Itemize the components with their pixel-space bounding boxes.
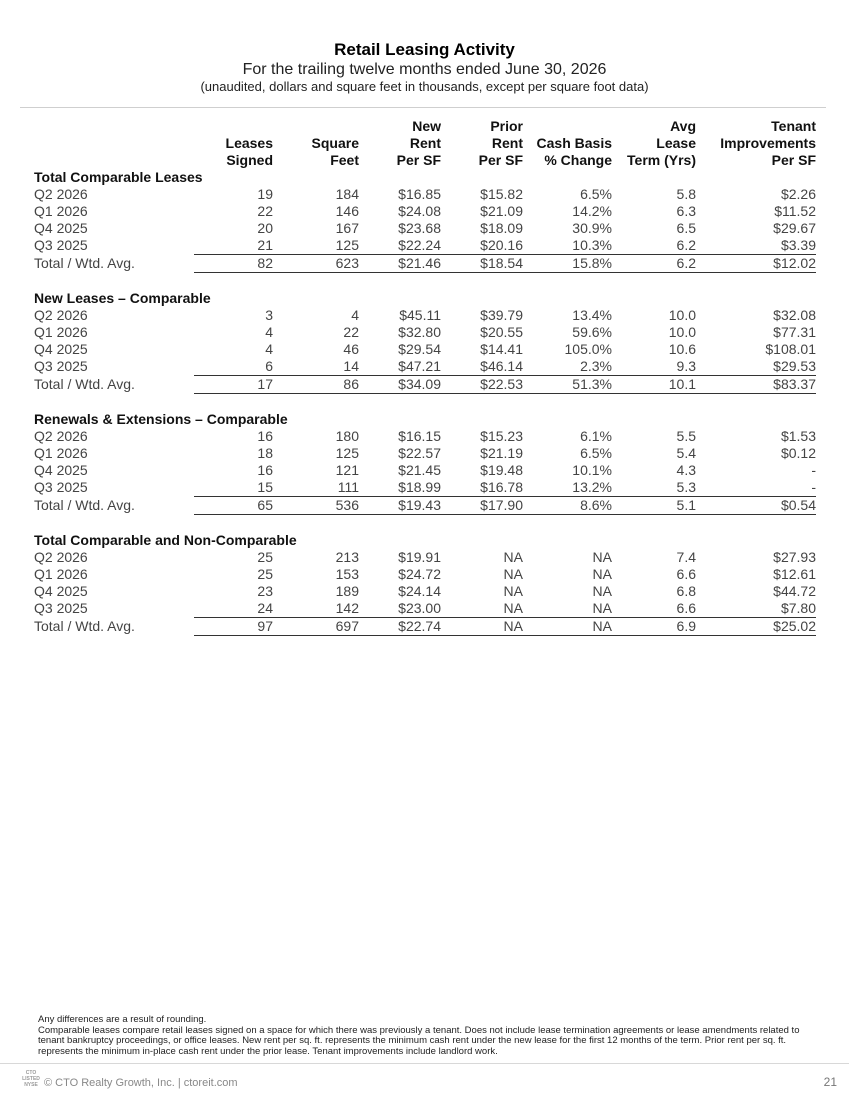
- table-cell: 86: [273, 376, 359, 394]
- table-cell: NA: [503, 549, 523, 565]
- table-cell: 142: [335, 600, 359, 616]
- table-cell: 697: [273, 618, 359, 636]
- column-header: Square Feet: [311, 135, 359, 168]
- table-cell: $22.74: [359, 618, 441, 636]
- cto-logo: CTO LISTED NYSE: [22, 1070, 40, 1088]
- table-row: [34, 445, 816, 462]
- table-cell: $19.43: [359, 497, 441, 515]
- table-cell: $3.39: [780, 237, 816, 253]
- table-row: [34, 237, 816, 255]
- table-cell: 213: [335, 549, 359, 565]
- total-row: [34, 497, 816, 515]
- table-row: [34, 186, 816, 203]
- table-cell: 189: [335, 583, 359, 599]
- table-cell: $77.31: [773, 324, 816, 340]
- table-cell: $27.93: [773, 549, 816, 565]
- table-cell: $7.80: [780, 600, 816, 616]
- table-cell: 6.6: [676, 566, 696, 582]
- copyright-text: © CTO Realty Growth, Inc. | ctoreit.com: [44, 1077, 238, 1089]
- table-cell: 2.3%: [580, 358, 612, 374]
- table-cell: NA: [503, 583, 523, 599]
- row-label: Q4 2025: [34, 220, 88, 236]
- total-row: [34, 618, 816, 636]
- table-cell: $32.80: [398, 324, 441, 340]
- table-cell: 22: [343, 324, 359, 340]
- table-cell: 4.3: [676, 462, 696, 478]
- footnote-rounding: Any differences are a result of rounding.: [38, 1014, 207, 1025]
- table-cell: NA: [503, 600, 523, 616]
- table-cell: 3: [265, 307, 273, 323]
- table-cell: 6.6: [676, 600, 696, 616]
- table-cell: $45.11: [399, 307, 441, 323]
- header-divider: [20, 107, 826, 108]
- table-cell: $20.55: [480, 324, 523, 340]
- table-cell: 125: [335, 445, 359, 461]
- table-cell: 111: [337, 479, 359, 495]
- section-title-row: [34, 411, 816, 428]
- table-cell: 17: [194, 376, 273, 394]
- table-cell: $29.54: [398, 341, 441, 357]
- row-label: Q4 2025: [34, 462, 88, 478]
- table-cell: $12.61: [773, 566, 816, 582]
- total-row: [34, 376, 816, 394]
- table-cell: 121: [335, 462, 359, 478]
- table-cell: 14: [343, 358, 359, 374]
- table-cell: 25: [257, 566, 273, 582]
- column-header: Cash Basis % Change: [536, 135, 612, 168]
- table-row: [34, 307, 816, 324]
- table-cell: 4: [265, 341, 273, 357]
- table-cell: $14.41: [480, 341, 523, 357]
- row-label: Total / Wtd. Avg.: [34, 255, 135, 271]
- table-cell: $0.54: [696, 497, 816, 515]
- section-spacer: [34, 273, 816, 291]
- table-cell: 6.5: [676, 220, 696, 236]
- column-header: New Rent Per SF: [396, 118, 441, 168]
- table-cell: 16: [257, 428, 273, 444]
- table-cell: 10.0: [668, 307, 696, 323]
- table-cell: 82: [194, 255, 273, 273]
- table-cell: 46: [343, 341, 359, 357]
- section-title: Total Comparable and Non-Comparable: [34, 532, 297, 548]
- row-label: Total / Wtd. Avg.: [34, 618, 135, 634]
- table-cell: $16.85: [398, 186, 441, 202]
- table-cell: NA: [592, 583, 612, 599]
- table-cell: 105.0%: [564, 341, 612, 357]
- leasing-activity-table: [34, 118, 816, 636]
- table-row: [34, 341, 816, 358]
- table-cell: $1.53: [780, 428, 816, 444]
- total-row: [34, 255, 816, 273]
- table-cell: $21.19: [480, 445, 523, 461]
- table-cell: $21.46: [359, 255, 441, 273]
- table-cell: 5.4: [676, 445, 696, 461]
- table-cell: $19.91: [398, 549, 441, 565]
- table-cell: 97: [194, 618, 273, 636]
- table-cell: $34.09: [359, 376, 441, 394]
- table-cell: 6: [265, 358, 273, 374]
- table-cell: 65: [194, 497, 273, 515]
- table-cell: 4: [351, 307, 359, 323]
- table-cell: 146: [335, 203, 359, 219]
- table-cell: 20: [257, 220, 273, 236]
- table-cell: $44.72: [773, 583, 816, 599]
- footer-divider: [0, 1063, 849, 1064]
- table-cell: 7.4: [676, 549, 696, 565]
- page-subtitle: For the trailing twelve months ended June 30, 2026: [242, 61, 607, 78]
- footnotes: [38, 1015, 818, 1057]
- section-title: Total Comparable Leases: [34, 169, 203, 185]
- section-title-row: [34, 169, 816, 186]
- table-cell: 25: [257, 549, 273, 565]
- table-cell: 30.9%: [572, 220, 612, 236]
- table-cell: $18.09: [480, 220, 523, 236]
- table-cell: 180: [335, 428, 359, 444]
- table-row: [34, 549, 816, 566]
- table-cell: 22: [257, 203, 273, 219]
- units-note: (unaudited, dollars and square feet in thousands, except per square foot data): [200, 79, 649, 94]
- table-cell: 15: [257, 479, 273, 495]
- row-label: Q3 2025: [34, 237, 88, 254]
- table-cell: 13.4%: [572, 307, 612, 323]
- table-cell: NA: [503, 566, 523, 582]
- table-row: [34, 583, 816, 600]
- table-cell: 10.0: [668, 324, 696, 340]
- table-cell: $21.09: [480, 203, 523, 219]
- table-cell: $21.45: [398, 462, 441, 478]
- table-cell: $0.12: [780, 445, 816, 461]
- table-row: [34, 220, 816, 237]
- column-header: Avg Lease Term (Yrs): [627, 118, 696, 168]
- table-cell: NA: [592, 600, 612, 616]
- row-label: Q3 2025: [34, 479, 88, 496]
- table-cell: $24.08: [398, 203, 441, 219]
- table-row: [34, 203, 816, 220]
- row-label: Total / Wtd. Avg.: [34, 376, 135, 392]
- page-number: 21: [823, 1075, 837, 1089]
- table-cell: 6.5%: [580, 445, 612, 461]
- table-cell: $29.67: [773, 220, 816, 236]
- table-cell: $39.79: [480, 307, 523, 323]
- table-cell: $24.14: [398, 583, 441, 599]
- table-cell: 6.5%: [580, 186, 612, 202]
- table-cell: $18.54: [441, 255, 523, 273]
- section-title-row: [34, 290, 816, 307]
- table-cell: NA: [592, 549, 612, 565]
- table-cell: 10.3%: [572, 237, 612, 253]
- row-label: Total / Wtd. Avg.: [34, 497, 135, 513]
- page-header: [0, 40, 849, 95]
- table-cell: 16: [257, 462, 273, 478]
- row-label: Q4 2025: [34, 583, 88, 599]
- table-row: [34, 428, 816, 445]
- header-row: [34, 118, 816, 169]
- table-cell: 19: [257, 186, 273, 202]
- row-label: Q1 2026: [34, 324, 88, 340]
- table-row: [34, 600, 816, 618]
- row-label: Q1 2026: [34, 203, 88, 219]
- table-row: [34, 566, 816, 583]
- table-cell: $24.72: [398, 566, 441, 582]
- table-cell: 167: [335, 220, 359, 236]
- table-cell: 125: [335, 237, 359, 253]
- table-cell: NA: [592, 566, 612, 582]
- column-header: Tenant Improvements Per SF: [720, 118, 816, 168]
- table-cell: $15.82: [480, 186, 523, 202]
- table-cell: $47.21: [398, 358, 441, 374]
- table-header: [34, 118, 816, 169]
- table-cell: $23.00: [398, 600, 441, 616]
- footnote-definitions: Comparable leases compare retail leases signed on a space for which there was previously a tenant. Does not include lease termination agreements or lease amendments related to tenant bankruptcy proceedings, or office leases. New rent per sq. ft. represents the minimum cash rent under the new lease for the first 12 months of the term. Prior rent per sq. ft. represents the minimum in-place cash rent under the prior lease. Tenant improvements include landlord work.: [38, 1024, 800, 1057]
- table-row: [34, 462, 816, 479]
- section-spacer: [34, 515, 816, 533]
- table-cell: 6.3: [676, 203, 696, 219]
- table-cell: $108.01: [765, 341, 816, 357]
- table-cell: $16.78: [480, 479, 523, 495]
- table-cell: $12.02: [696, 255, 816, 273]
- table-cell: 6.2: [612, 255, 696, 273]
- table-cell: 4: [265, 324, 273, 340]
- table-cell: $32.08: [773, 307, 816, 323]
- table-cell: $2.26: [780, 186, 816, 202]
- table-cell: $22.24: [398, 237, 441, 253]
- section-spacer: [34, 394, 816, 412]
- row-label: Q2 2026: [34, 428, 88, 444]
- table-cell: 51.3%: [523, 376, 612, 394]
- table-cell: 14.2%: [572, 203, 612, 219]
- page-title: Retail Leasing Activity: [334, 40, 515, 59]
- column-header: Leases Signed: [225, 135, 273, 168]
- table-cell: 9.3: [676, 358, 696, 374]
- table-row: [34, 479, 816, 497]
- table-cell: 13.2%: [572, 479, 612, 495]
- table-cell: 59.6%: [572, 324, 612, 340]
- table-cell: 5.8: [676, 186, 696, 202]
- table-cell: $17.90: [441, 497, 523, 515]
- table-cell: 18: [257, 445, 273, 461]
- table-cell: $46.14: [480, 358, 523, 374]
- table-cell: $11.52: [774, 203, 816, 219]
- row-label: Q3 2025: [34, 358, 88, 375]
- table-cell: $23.68: [398, 220, 441, 236]
- row-label: Q2 2026: [34, 307, 88, 323]
- table-cell: 5.3: [676, 479, 696, 495]
- table-cell: 6.8: [676, 583, 696, 599]
- table-cell: $22.57: [398, 445, 441, 461]
- row-label: Q2 2026: [34, 186, 88, 202]
- table-cell: 10.6: [668, 341, 696, 357]
- table-cell: 21: [257, 237, 273, 253]
- section-title: New Leases – Comparable: [34, 290, 211, 306]
- table-cell: $16.15: [398, 428, 441, 444]
- table-cell: 23: [257, 583, 273, 599]
- table-cell: NA: [523, 618, 612, 636]
- row-label: Q3 2025: [34, 600, 88, 617]
- table-cell: 15.8%: [523, 255, 612, 273]
- table-cell: $22.53: [441, 376, 523, 394]
- table-cell: $15.23: [480, 428, 523, 444]
- row-label: Q1 2026: [34, 445, 88, 461]
- row-label: Q4 2025: [34, 341, 88, 357]
- table-cell: 24: [257, 600, 273, 616]
- table-cell: 536: [273, 497, 359, 515]
- table-cell: 6.2: [676, 237, 696, 253]
- table-cell: $25.02: [696, 618, 816, 636]
- table-cell: $29.53: [773, 358, 816, 374]
- table-cell: $19.48: [480, 462, 523, 478]
- table-cell: $20.16: [480, 237, 523, 253]
- table-cell: 6.9: [612, 618, 696, 636]
- table-row: [34, 358, 816, 376]
- table-cell: -: [811, 479, 816, 495]
- column-header: Prior Rent Per SF: [478, 118, 523, 168]
- header-blank: [34, 118, 194, 169]
- table-row: [34, 324, 816, 341]
- table-cell: 10.1%: [572, 462, 612, 478]
- section-title: Renewals & Extensions – Comparable: [34, 411, 288, 427]
- table-cell: NA: [441, 618, 523, 636]
- table-cell: 5.5: [676, 428, 696, 444]
- table-cell: -: [811, 462, 816, 478]
- table-body: [34, 169, 816, 636]
- table-cell: 153: [335, 566, 359, 582]
- table-cell: 184: [335, 186, 359, 202]
- row-label: Q2 2026: [34, 549, 88, 565]
- row-label: Q1 2026: [34, 566, 88, 582]
- table-cell: $18.99: [398, 479, 441, 495]
- table-cell: 5.1: [612, 497, 696, 515]
- table-cell: 10.1: [612, 376, 696, 394]
- table-cell: 623: [273, 255, 359, 273]
- table-cell: 6.1%: [580, 428, 612, 444]
- table-cell: $83.37: [696, 376, 816, 394]
- section-title-row: [34, 532, 816, 549]
- table-cell: 8.6%: [523, 497, 612, 515]
